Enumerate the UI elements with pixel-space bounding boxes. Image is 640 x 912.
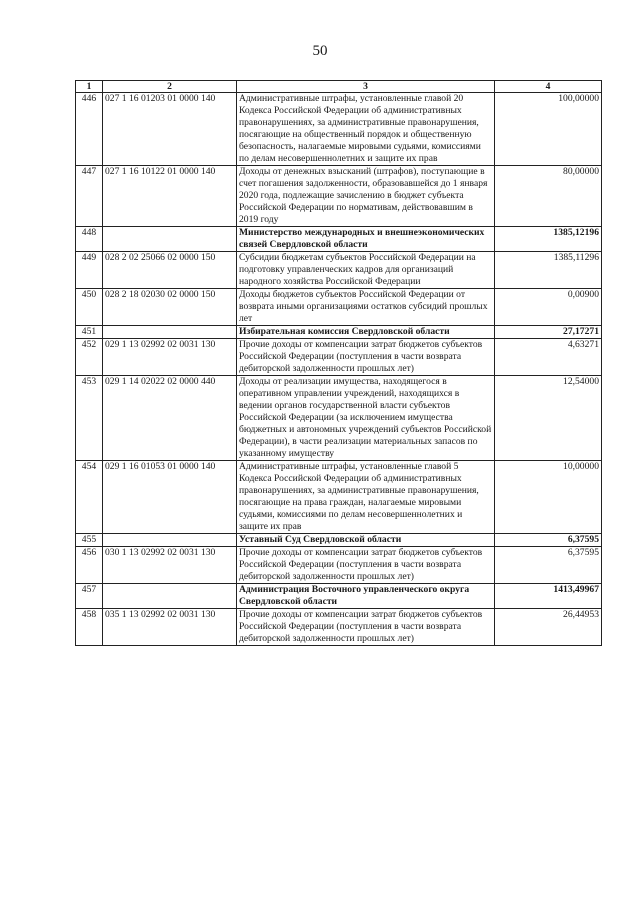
agency-name: Уставный Суд Свердловской области (237, 534, 495, 547)
table-row (76, 93, 602, 166)
budget-code: 028 2 18 02030 02 0000 150 (103, 289, 237, 326)
table-row (76, 252, 602, 289)
budget-code: 029 1 13 02992 02 0031 130 (103, 339, 237, 376)
budget-code: 027 1 16 01203 01 0000 140 (103, 93, 237, 166)
budget-code: 027 1 16 10122 01 0000 140 (103, 166, 237, 227)
row-number: 458 (76, 609, 103, 646)
row-number: 456 (76, 547, 103, 584)
budget-code (103, 584, 237, 609)
table-row-section (76, 326, 602, 339)
amount: 26,44953 (495, 609, 602, 646)
table-row-section (76, 584, 602, 609)
agency-name: Избирательная комиссия Свердловской области (237, 326, 495, 339)
column-header-number: 1 (76, 81, 103, 93)
row-number: 447 (76, 166, 103, 227)
revenue-description: Административные штрафы, установленные главой 20 Кодекса Российской Федерации об административных правонарушениях, за административные правонарушения, посягающие на общественный порядок и общественную безопасность, налагаемые мировыми судьями, комиссиями по делам несовершеннолетних и защите их прав (237, 93, 495, 166)
table-header-row (76, 81, 602, 93)
row-number: 455 (76, 534, 103, 547)
table-row (76, 376, 602, 461)
revenue-description: Доходы от реализации имущества, находящегося в оперативном управлении учреждений, находящихся в ведении органов государственной власти субъектов Российской Федерации (за исключением имущества бюджетных и автономных учреждений субъектов Российской Федерации), в части реализации материальных запасов по указанному имуществу (237, 376, 495, 461)
revenue-description: Прочие доходы от компенсации затрат бюджетов субъектов Российской Федерации (поступления в части возврата дебиторской задолженности прошлых лет) (237, 609, 495, 646)
amount: 100,00000 (495, 93, 602, 166)
table-row-section (76, 534, 602, 547)
row-number: 446 (76, 93, 103, 166)
column-header-description: 3 (237, 81, 495, 93)
table-row (76, 461, 602, 534)
row-number: 448 (76, 227, 103, 252)
agency-name: Администрация Восточного управленческого округа Свердловской области (237, 584, 495, 609)
agency-name: Министерство международных и внешнеэкономических связей Свердловской области (237, 227, 495, 252)
amount: 12,54000 (495, 376, 602, 461)
budget-code: 029 1 14 02022 02 0000 440 (103, 376, 237, 461)
revenue-description: Прочие доходы от компенсации затрат бюджетов субъектов Российской Федерации (поступления в части возврата дебиторской задолженности прошлых лет) (237, 339, 495, 376)
revenue-description: Доходы от денежных взысканий (штрафов), поступающие в счет погашения задолженности, образовавшейся до 1 января 2020 года, подлежащие зачислению в бюджет субъекта Российской Федерации по нормативам, действовавшим в 2019 году (237, 166, 495, 227)
amount: 1385,12196 (495, 227, 602, 252)
row-number: 449 (76, 252, 103, 289)
budget-code: 029 1 16 01053 01 0000 140 (103, 461, 237, 534)
amount: 10,00000 (495, 461, 602, 534)
budget-code: 028 2 02 25066 02 0000 150 (103, 252, 237, 289)
row-number: 457 (76, 584, 103, 609)
amount: 27,17271 (495, 326, 602, 339)
row-number: 451 (76, 326, 103, 339)
column-header-code: 2 (103, 81, 237, 93)
amount: 0,00900 (495, 289, 602, 326)
table-row (76, 289, 602, 326)
budget-revenue-table (75, 80, 602, 646)
amount: 6,37595 (495, 534, 602, 547)
budget-code (103, 534, 237, 547)
row-number: 453 (76, 376, 103, 461)
column-header-amount: 4 (495, 81, 602, 93)
budget-code (103, 326, 237, 339)
table-row (76, 609, 602, 646)
row-number: 450 (76, 289, 103, 326)
row-number: 452 (76, 339, 103, 376)
table-row-section (76, 227, 602, 252)
page-number: 50 (312, 43, 328, 59)
table-row (76, 166, 602, 227)
revenue-description: Субсидии бюджетам субъектов Российской Федерации на подготовку управленческих кадров для организаций народного хозяйства Российской Федерации (237, 252, 495, 289)
budget-code (103, 227, 237, 252)
table-row (76, 547, 602, 584)
revenue-description: Прочие доходы от компенсации затрат бюджетов субъектов Российской Федерации (поступления в части возврата дебиторской задолженности прошлых лет) (237, 547, 495, 584)
budget-code: 035 1 13 02992 02 0031 130 (103, 609, 237, 646)
revenue-description: Доходы бюджетов субъектов Российской Федерации от возврата иными организациями остатков субсидий прошлых лет (237, 289, 495, 326)
revenue-description: Административные штрафы, установленные главой 5 Кодекса Российской Федерации об административных правонарушениях, за административные правонарушения, посягающие на права граждан, налагаемые мировыми судьями, комиссиями по делам несовершеннолетних и защите их прав (237, 461, 495, 534)
amount: 6,37595 (495, 547, 602, 584)
budget-code: 030 1 13 02992 02 0031 130 (103, 547, 237, 584)
amount: 80,00000 (495, 166, 602, 227)
row-number: 454 (76, 461, 103, 534)
amount: 1413,49967 (495, 584, 602, 609)
amount: 1385,11296 (495, 252, 602, 289)
amount: 4,63271 (495, 339, 602, 376)
table-row (76, 339, 602, 376)
